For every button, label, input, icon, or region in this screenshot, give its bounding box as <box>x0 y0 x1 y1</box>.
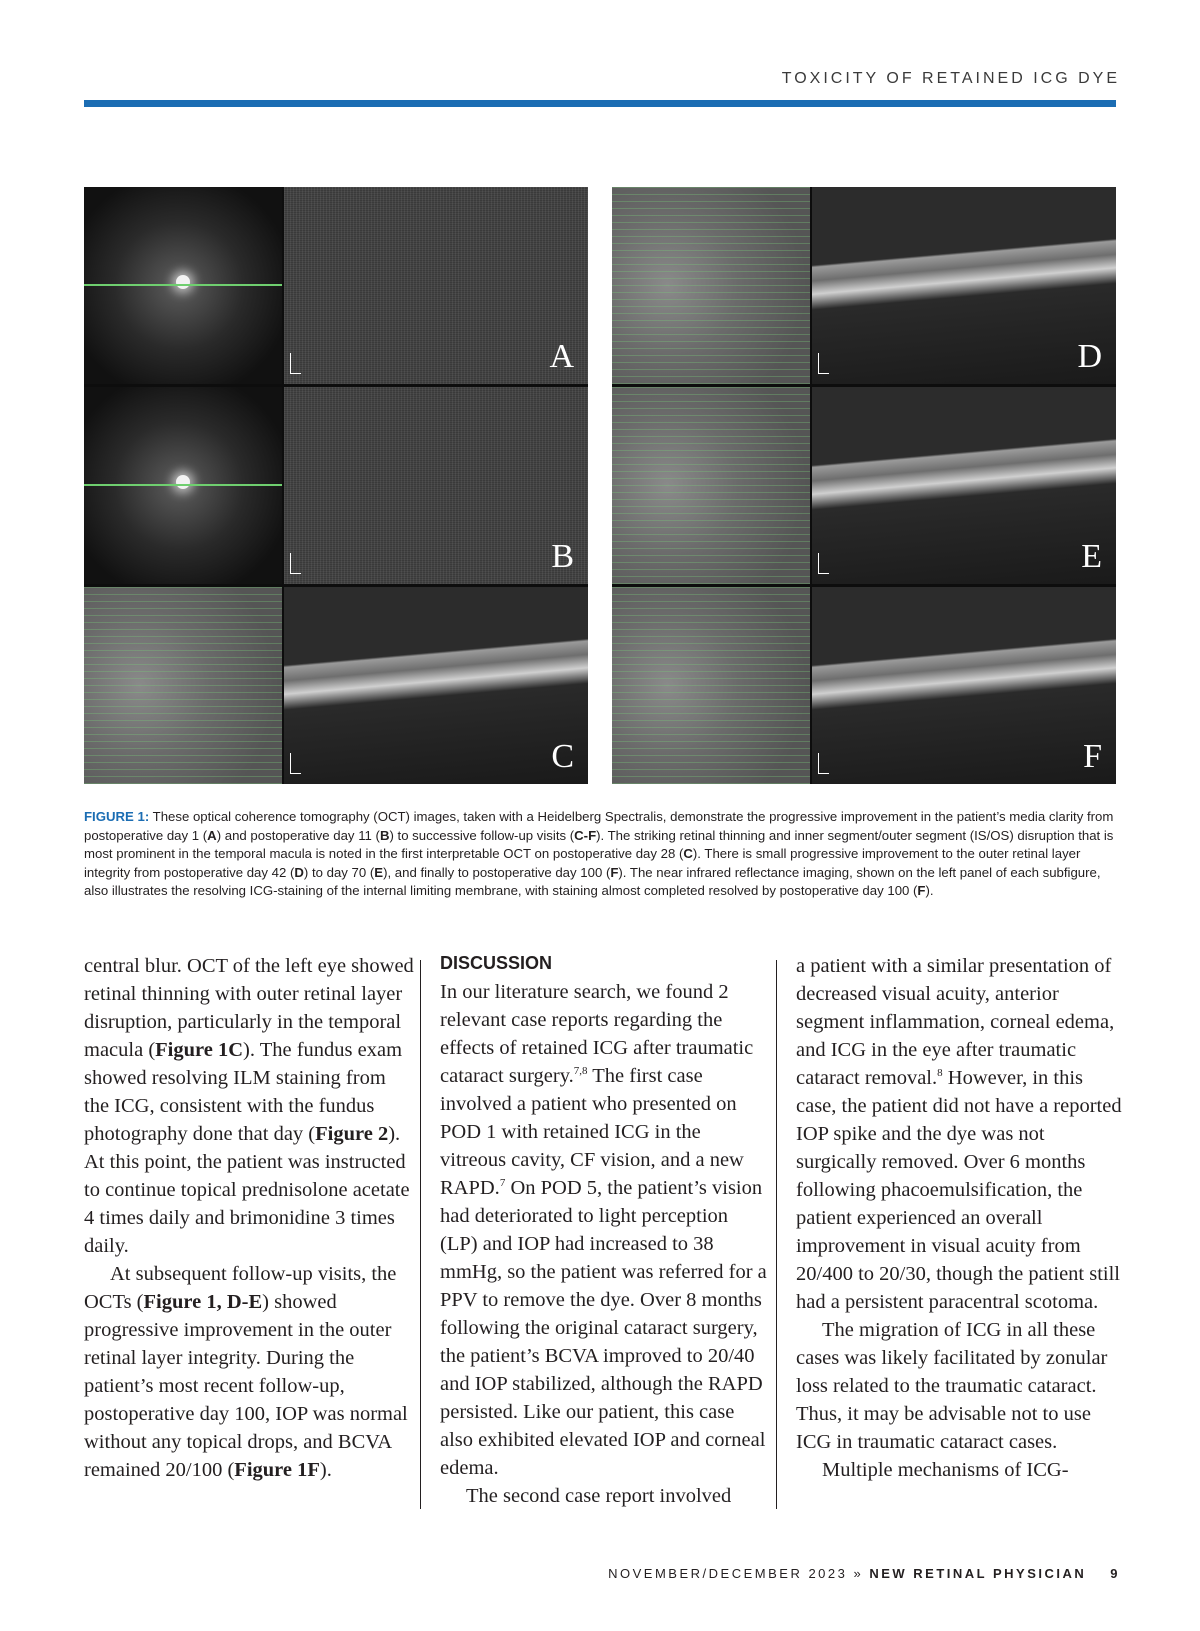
panel-letter-c: C <box>551 738 574 775</box>
magazine-name: NEW RETINAL PHYSICIAN <box>869 1566 1087 1581</box>
panel-c <box>84 587 588 784</box>
paragraph: At subsequent follow-up visits, the OCTs (Figure 1, D-E) showed progressive improvement in the outer retinal layer integrity. During the patient’s most recent follow-up, postoperative day 100, IOP was normal without any topical drops, and BCVA remained 20/100 (Figure 1F). <box>84 1263 408 1481</box>
paragraph: Multiple mechanisms of ICG- <box>822 1459 1069 1481</box>
body-column-2 <box>440 952 770 1510</box>
paragraph: a patient with a similar presentation of decreased visual acuity, anterior segment inflammation, corneal edema, and ICG in the eye after traumatic cataract removal.$^8$ However, in this case, the patient did not have a reported IOP spike and the dye was not surgically removed. Over 6 months following phacoemulsification, the patient experienced an overall improvement in visual acuity from 20/400 to 20/30, though the patient still had a persistent paracentral scotoma. <box>796 955 1122 1313</box>
panel-a <box>84 187 588 384</box>
panel-b <box>84 387 588 584</box>
paragraph: central blur. OCT of the left eye showed retinal thinning with outer retinal layer disruption, particularly in the temporal macula (Figure 1C). The fundus exam showed resolving ILM staining from the ICG, consistent with the fundus photography done that day (Figure 2). At this point, the patient was instructed to continue topical prednisolone acetate 4 times daily and brimonidine 3 times daily. <box>84 955 414 1257</box>
panel-d <box>612 187 1116 384</box>
scale-bar <box>290 553 301 574</box>
body-column-3 <box>796 952 1126 1484</box>
ir-image-e <box>612 387 810 584</box>
panel-letter-b: B <box>551 538 574 575</box>
page-footer <box>608 1566 1120 1581</box>
ir-image-d <box>612 187 810 384</box>
ir-image-c <box>84 587 282 784</box>
scale-bar <box>290 353 301 374</box>
scale-bar <box>818 753 829 774</box>
panel-e <box>612 387 1116 584</box>
scale-bar <box>818 353 829 374</box>
page-number: 9 <box>1110 1566 1120 1581</box>
scale-bar <box>818 553 829 574</box>
column-divider <box>420 960 421 1509</box>
ir-image-b <box>84 387 282 584</box>
issue-date: NOVEMBER/DECEMBER 2023 » <box>608 1566 870 1581</box>
body-column-1 <box>84 952 414 1484</box>
panel-letter-f: F <box>1083 738 1102 775</box>
figure-caption: FIGURE 1: These optical coherence tomography (OCT) images, taken with a Heidelberg Spectralis, demonstrate the progressive improvement in the patient’s media clarity from postoperative day 1 (A) and postoperative day 11 (B) to successive follow-up visits (C-F). The striking retinal thinning and inner segment/outer segment (IS/OS) disruption that is most prominent in the temporal macula is noted in the first interpretable OCT on postoperative day 28 (C). There is small progressive improvement to the outer retinal layer integrity from postoperative day 42 (D) to day 70 (E), and finally to postoperative day 100 (F). The near infrared reflectance imaging, shown on the left panel of each subfigure, also illustrates the resolving ICG-staining of the internal limiting membrane, with staining almost completed resolved by postoperative day 100 (F). <box>84 809 1114 898</box>
oct-scan-a <box>284 187 588 384</box>
running-head: TOXICITY OF RETAINED ICG DYE <box>781 70 1120 87</box>
panel-letter-a: A <box>549 338 574 375</box>
figure-right-column <box>612 187 1116 784</box>
column-divider <box>776 960 777 1509</box>
panel-letter-e: E <box>1081 538 1102 575</box>
header-rule <box>84 100 1116 107</box>
ir-image-f <box>612 587 810 784</box>
oct-scan-e <box>812 387 1116 584</box>
oct-scan-c <box>284 587 588 784</box>
paragraph: In our literature search, we found 2 relevant case reports regarding the effects of retained ICG after traumatic cataract surgery.$^{7,8}$ The first case involved a patient who presented on POD 1 with retained ICG in the vitreous cavity, CF vision, and a new RAPD.$^7$ On POD 5, the patient’s vision had deteriorated to light perception (LP) and IOP had increased to 38 mmHg, so the patient was referred for a PPV to remove the dye. Over 8 months following the original cataract surgery, the patient’s BCVA improved to 20/40 and IOP stabilized, although the RAPD persisted. Like our patient, this case also exhibited elevated IOP and corneal edema. <box>440 981 767 1479</box>
paragraph: The second case report involved <box>466 1485 732 1507</box>
panel-f <box>612 587 1116 784</box>
panel-letter-d: D <box>1077 338 1102 375</box>
figure-left-column <box>84 187 588 784</box>
oct-scan-d <box>812 187 1116 384</box>
section-heading: DISCUSSION <box>440 953 553 973</box>
caption-label: FIGURE 1: <box>84 809 150 824</box>
oct-scan-b <box>284 387 588 584</box>
figure-1 <box>84 187 1116 784</box>
ir-image-a <box>84 187 282 384</box>
oct-scan-f <box>812 587 1116 784</box>
scale-bar <box>290 753 301 774</box>
paragraph: The migration of ICG in all these cases was likely facilitated by zonular loss related to the traumatic cataract. Thus, it may be advisable not to use ICG in traumatic cataract cases. <box>796 1319 1108 1453</box>
